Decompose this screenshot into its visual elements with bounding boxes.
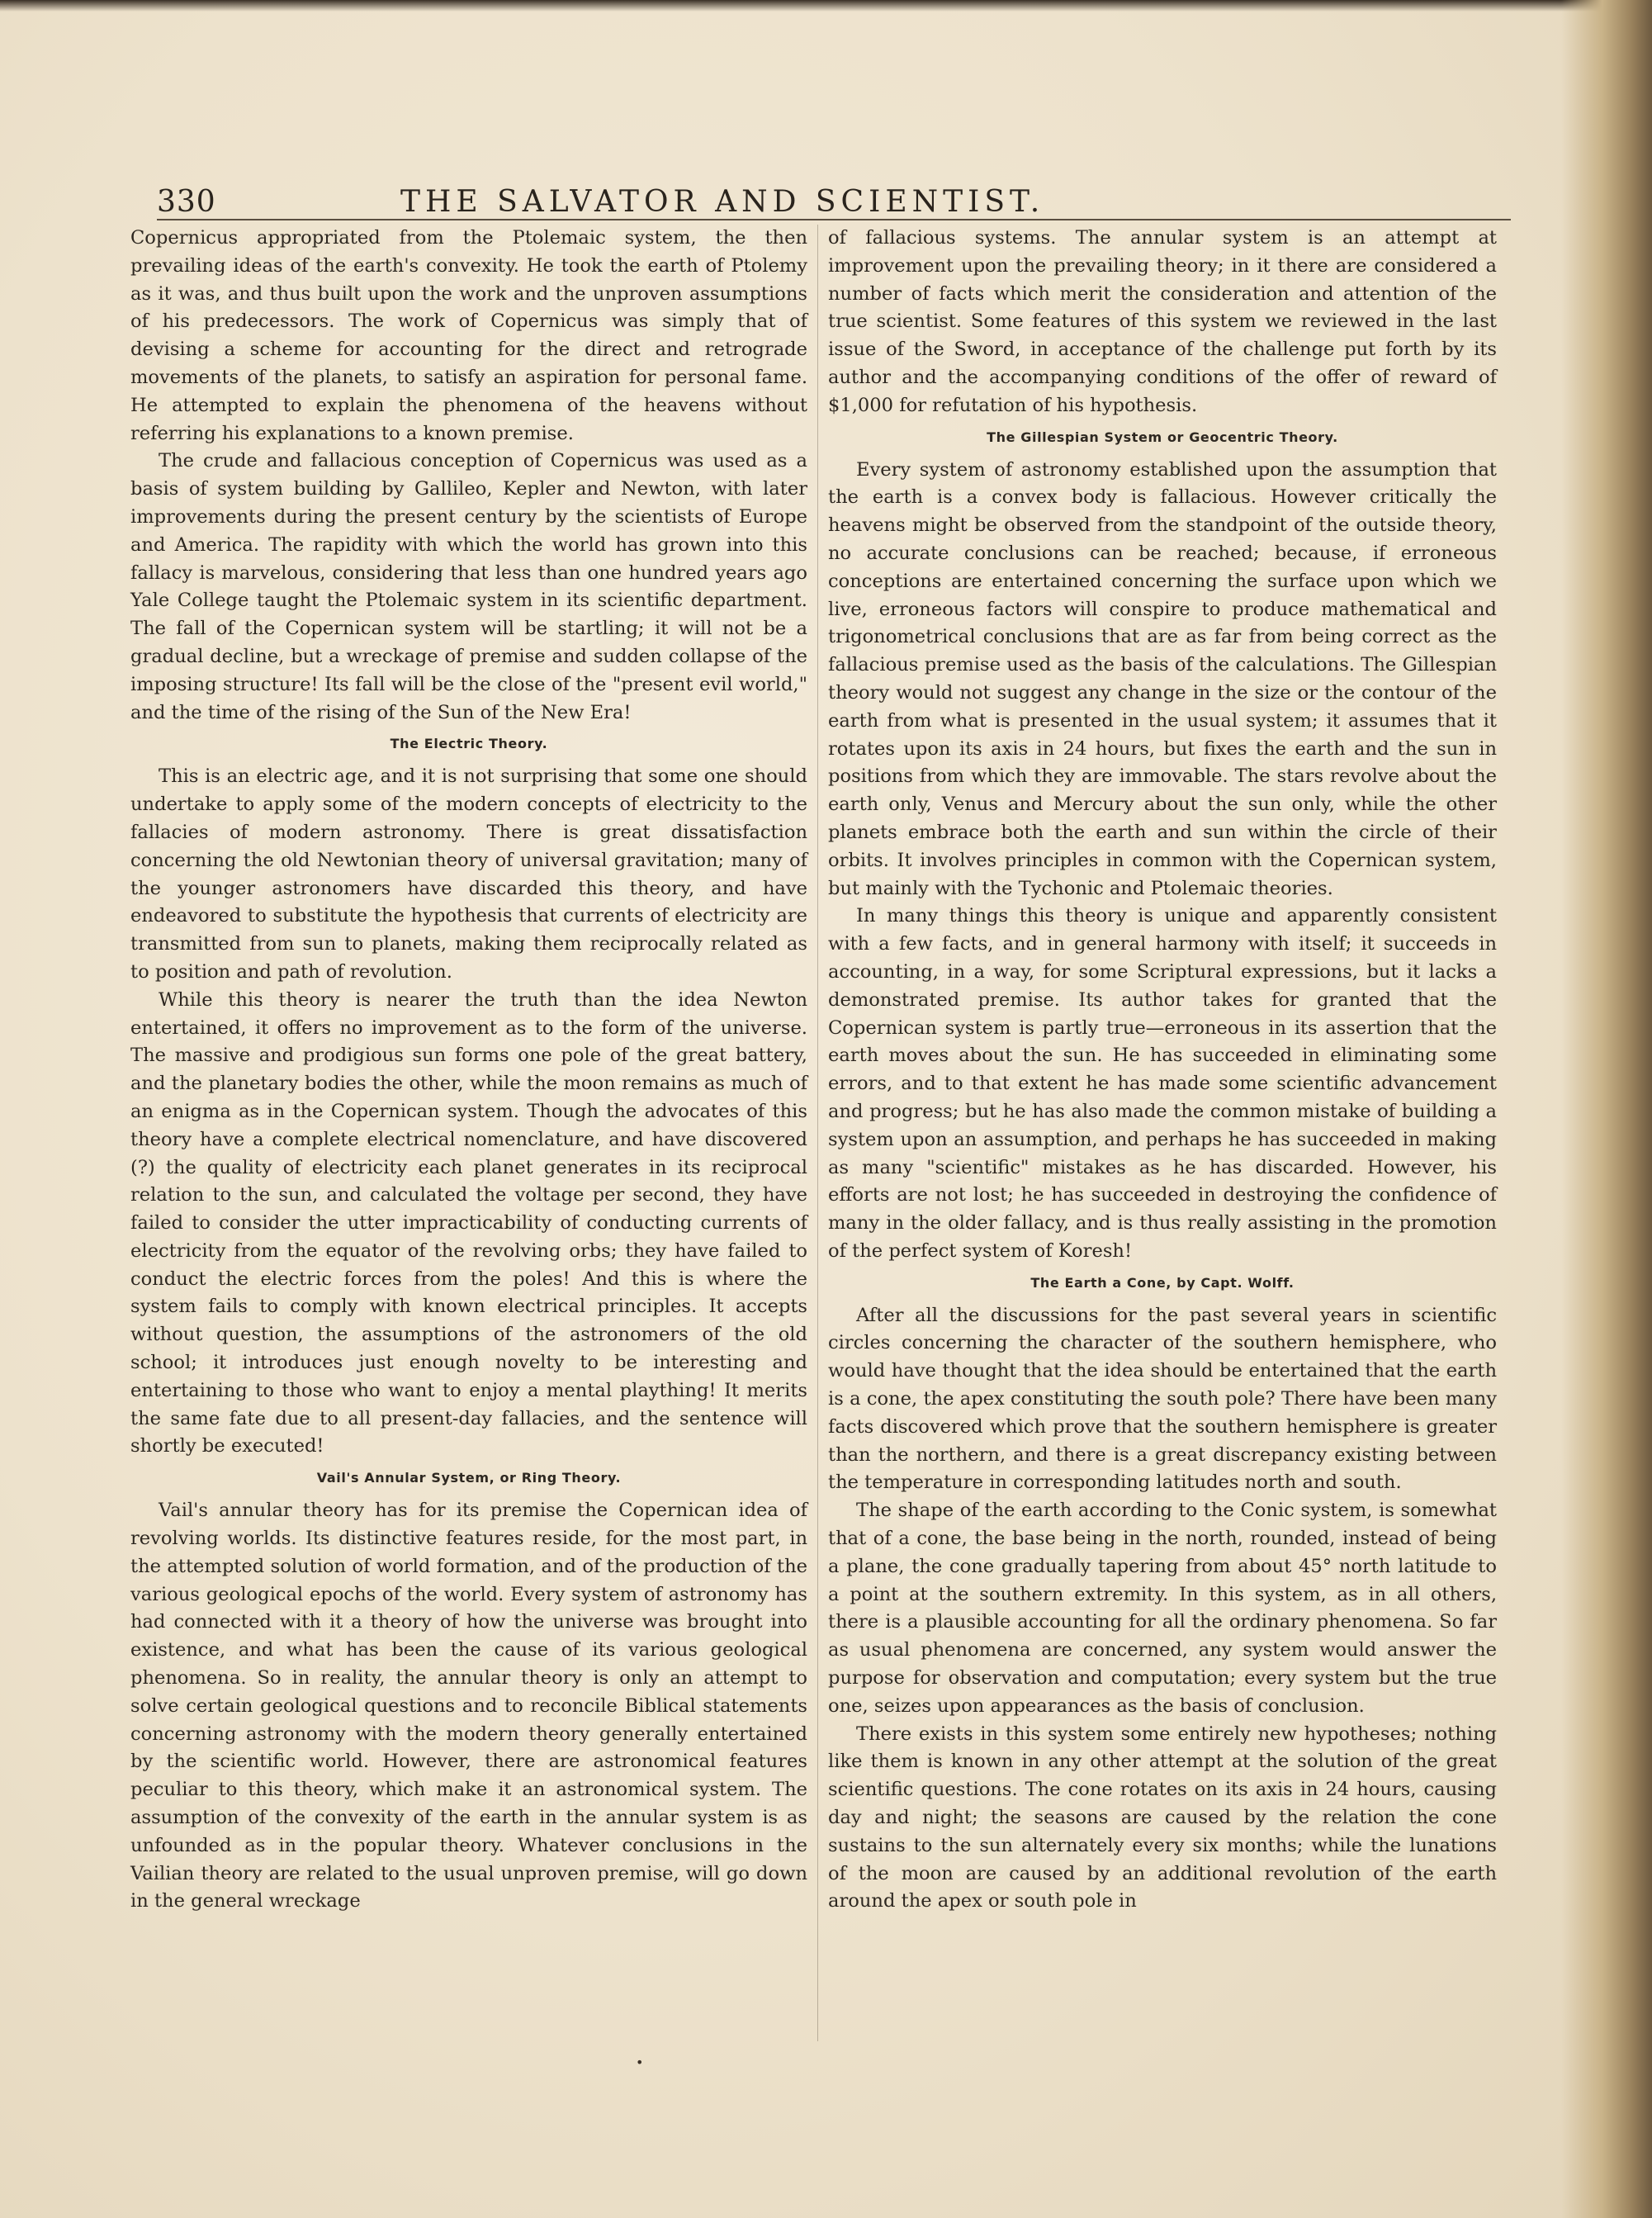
left-paragraph-4: While this theory is nearer the truth than the idea Newton entertained, it offers no improvement as to the form of the universe. The massive and prodigious sun forms one pole of the great battery, and the planetary bodies the other, while the moon remains as much of an enigma as in the Copernican system. Though the advocates of this theory have a complete electrical nomenclature, and have discovered (?) the quality of electricity each planet generates in its reciprocal relation to the sun, and calculated the voltage per second, they have failed to consider the utter impracticability of conducting currents of electricity from the equator of the revolving orbs; they have failed to conduct the electric forces from the poles! And this is where the system fails to comply with known electrical principles. It accepts without question, the assumptions of the astronomers of the old school; it introduces just enough novelty to be interesting and entertaining to those who want to enjoy a mental plaything! It merits the same fate due to all present-day fallacies, and the sentence will shortly be executed!: [130, 988, 807, 1457]
binding-gutter-shadow: [1561, 0, 1652, 2218]
right-column: [828, 225, 1497, 1916]
right-paragraph-2: Every system of astronomy established upon the assumption that the earth is a convex body is fallacious. However critically the heavens might be observed from the standpoint of the outside theory, no accurate conclusions can be reached; because, if erroneous conceptions are entertained concerning the surface upon which we live, erroneous factors will conspire to produce mathematical and trigonometrical conclusions that are as far from being correct as the fallacious premise used as the basis of the calculations. The Gillespian theory would not suggest any change in the size or the contour of the earth from what is presented in the usual system; it assumes that it rotates upon its axis in 24 hours, but fixes the earth and the sun in positions from which they are immovable. The stars revolve about the earth only, Venus and Mercury about the sun only, while the other planets embrace both the earth and sun within the circle of their orbits. It involves principles in common with the Copernican system, but mainly with the Tychonic and Ptolemaic theories.: [828, 458, 1497, 899]
header-rule: [157, 219, 1511, 220]
left-paragraph-2: The crude and fallacious conception of Copernicus was used as a basis of system building by Gallileo, Kepler and Newton, with later improvements during the present century by the scientists of Europe and America. The rapidity with which the world has grown into this fallacy is marvelous, considering that less than one hundred years ago Yale College taught the Ptolemaic system in its scientific department. The fall of the Copernican system will be startling; it will not be a gradual decline, but a wreckage of premise and sudden collapse of the imposing structure! Its fall will be the close of the "present evil world," and the time of the rising of the Sun of the New Era!: [130, 450, 807, 723]
left-paragraph-1: Copernicus appropriated from the Ptolemaic system, the then prevailing ideas of the earth's convexity. He took the earth of Ptolemy as it was, and thus built upon the work and the unproven assumptions of his predecessors. The work of Copernicus was simply that of devising a scheme for accounting for the direct and retrograde movements of the planets, to satisfy an aspiration for personal fame. He attempted to explain the phenomena of the heavens without referring his explanations to a known premise.: [130, 227, 807, 444]
left-paragraph-3: This is an electric age, and it is not surprising that some one should undertake to apply some of the modern concepts of electricity to the fallacies of modern astronomy. There is great dissatisfaction concerning the old Newtonian theory of universal gravitation; many of the younger astronomers have discarded this theory, and have endeavored to substitute the hypothesis that currents of electricity are transmitted from sun to planets, making them reciprocally related as to position and path of revolution.: [130, 765, 807, 983]
page-header: [157, 169, 1511, 219]
left-paragraph-5: Vail's annular theory has for its premise the Copernican idea of revolving worlds. Its distinctive features reside, for the most part, in the attempted solution of world formation, and of the production of the various geological epochs of the world. Every system of astronomy has had connected with it a theory of how the universe was brought into existence, and what has been the cause of its various geological phenomena. So in reality, the annular theory is only an attempt to solve certain geological questions and to reconcile Biblical statements concerning astronomy with the modern theory generally entertained by the scientific world. However, there are astronomical features peculiar to this theory, which make it an astronomical system. The assumption of the convexity of the earth in the annular system is as unfounded as in the popular theory. Whatever conclusions in the Vailian theory are related to the usual unproven premise, will go down in the general wreckage: [130, 1500, 807, 1912]
section-heading-earth-a-cone: The Earth a Cone, by Capt. Wolff.: [1030, 1274, 1295, 1291]
column-end-mark: •: [636, 2054, 644, 2070]
journal-title: THE SALVATOR AND SCIENTIST.: [400, 185, 1045, 219]
column-divider: [817, 225, 818, 2041]
right-paragraph-3: In many things this theory is unique and apparently consistent with a few facts, and in general harmony with itself; it succeeds in accounting, in a way, for some Scriptural expressions, but it lacks a demonstrated premise. Its author takes for granted that the Copernican system is partly true—erroneous in its assertion that the earth moves about the sun. He has succeeded in eliminating some errors, and to that extent he has made some scientific advancement and progress; but he has also made the common mistake of building a system upon an assumption, and perhaps he has succeeded in making as many "scientific" mistakes as he has discarded. However, his efforts are not lost; he has succeeded in destroying the confidence of many in the older fallacy, and is thus really assisting in the promotion of the perfect system of Koresh!: [828, 905, 1497, 1262]
page-top-edge: [0, 0, 1652, 12]
right-paragraph-6: There exists in this system some entirely new hypotheses; nothing like them is known in any other attempt at the solution of the great scientific questions. The cone rotates on its axis in 24 hours, causing day and night; the seasons are caused by the relation the cone sustains to the sun alternately every six months; while the lunations of the moon are caused by an additional revolution of the earth around the apex or south pole in: [828, 1723, 1497, 1912]
section-heading-vail-annular-system: Vail's Annular System, or Ring Theory.: [316, 1470, 622, 1486]
section-heading-electric-theory: The Electric Theory.: [390, 736, 548, 752]
left-column: [130, 225, 807, 1916]
right-paragraph-5: The shape of the earth according to the Conic system, is somewhat that of a cone, the base being in the north, rounded, instead of being a plane, the cone gradually tapering from about 45° north latitude to a point at the southern extremity. In this system, as in all others, there is a plausible accounting for all the ordinary phenomena. So far as usual phenomena are concerned, any system would answer the purpose for observation and computation; every system but the true one, seizes upon appearances as the basis of conclusion.: [828, 1500, 1497, 1717]
right-paragraph-4: After all the discussions for the past several years in scientific circles concerning the character of the southern hemisphere, who would have thought that the idea should be entertained that the earth is a cone, the apex constituting the south pole? There have been many facts discovered which prove that the southern hemisphere is greater than the northern, and there is a great discrepancy existing between the temperature in corresponding latitudes north and south.: [828, 1304, 1497, 1494]
page-number: 330: [157, 185, 216, 219]
section-heading-gillespian-system: The Gillespian System or Geocentric Theory.: [987, 429, 1338, 445]
right-paragraph-1: of fallacious systems. The annular system is an attempt at improvement upon the prevailing theory; in it there are considered a number of facts which merit the consideration and attention of the true scientist. Some features of this system we reviewed in the last issue of the Sword, in acceptance of the challenge put forth by its author and the accompanying conditions of the offer of reward of $1,000 for refutation of his hypothesis.: [828, 227, 1497, 416]
